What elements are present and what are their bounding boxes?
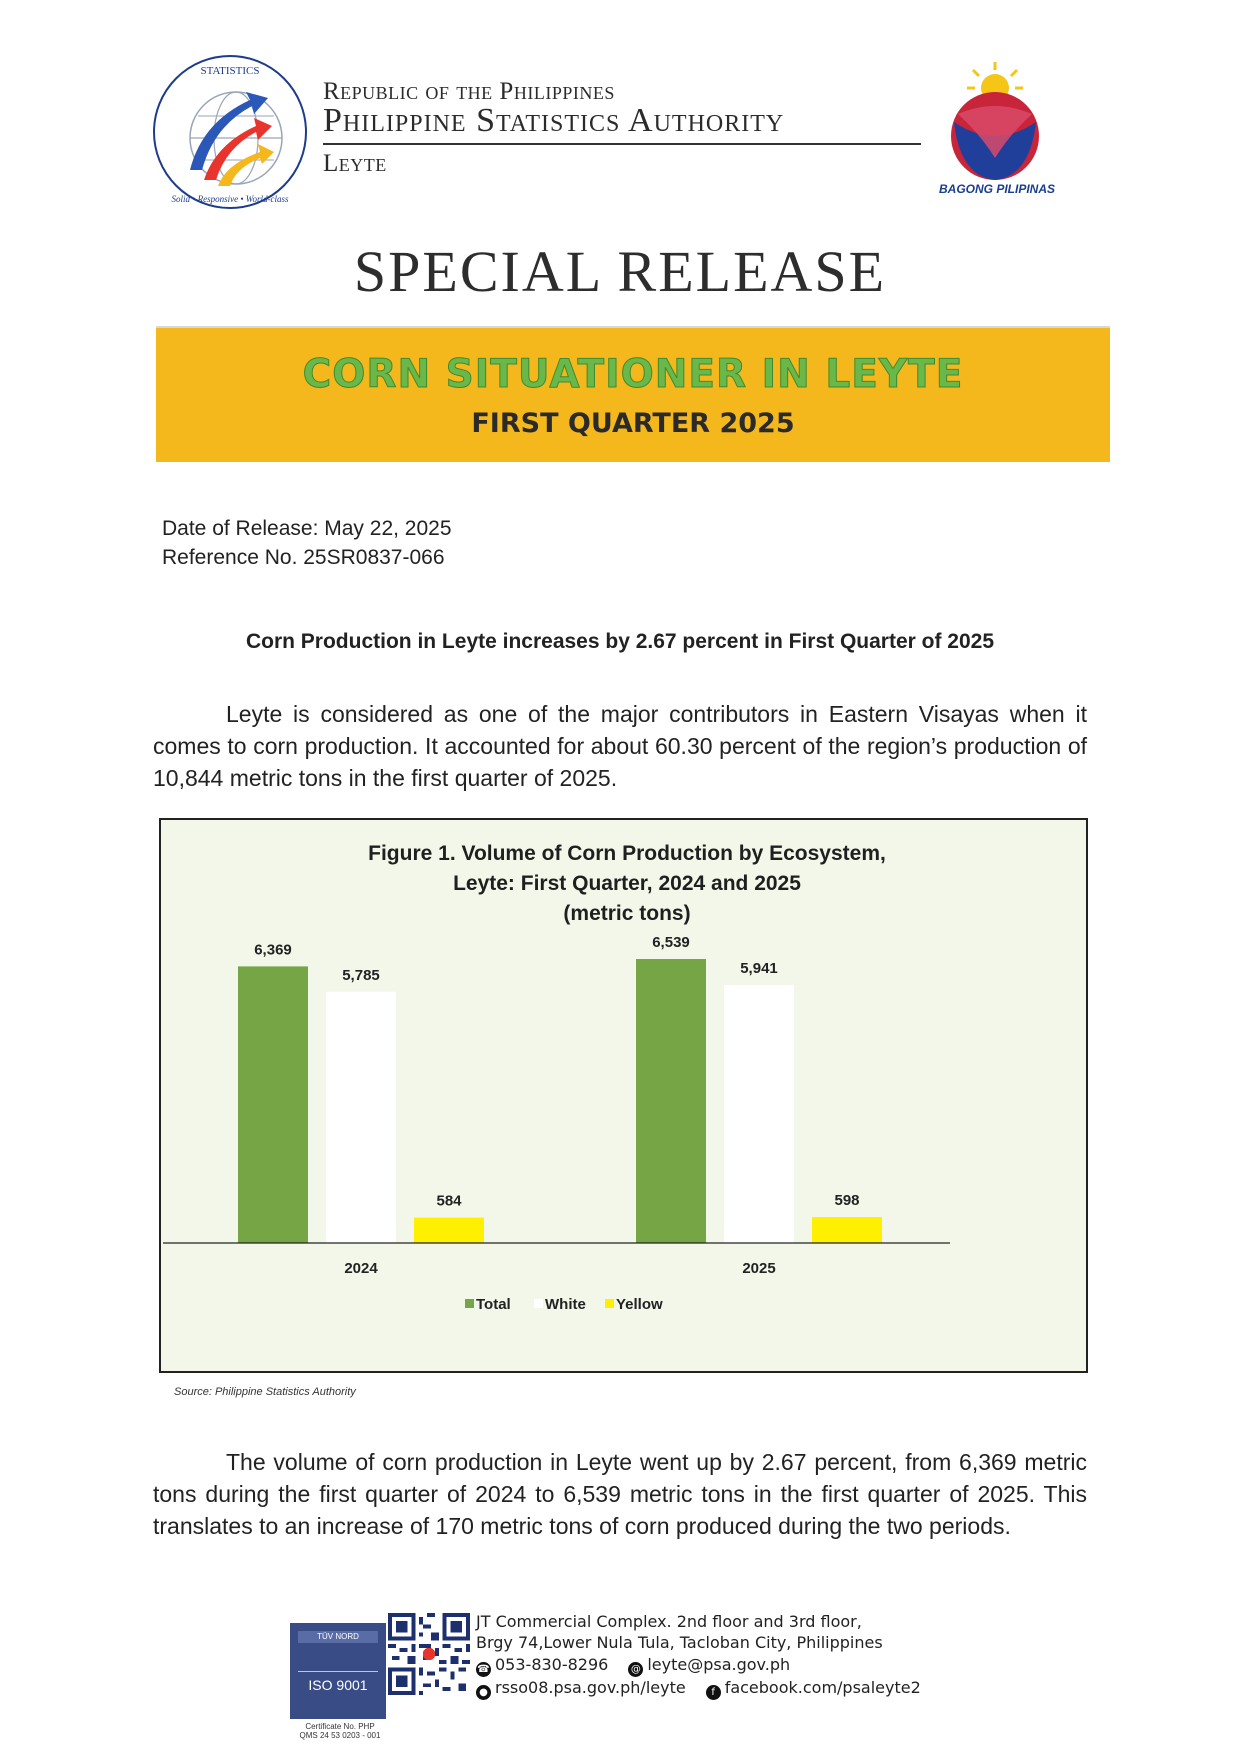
certificate-line-2: QMS 24 53 0203 - 001 <box>299 1731 381 1740</box>
email-icon: @ <box>628 1662 643 1677</box>
data-label-total-2025: 6,539 <box>652 934 690 952</box>
data-label-yellow-2024: 584 <box>436 1192 462 1210</box>
footer-address-line-1: JT Commercial Complex. 2nd floor and 3rd floor, <box>476 1612 862 1631</box>
banner-subtitle: FIRST QUARTER 2025 <box>471 408 795 439</box>
agency-name: Philippine Statistics Authority <box>323 102 785 139</box>
data-label-white-2024: 5,785 <box>342 966 380 984</box>
figure-title-line-3: (metric tons) <box>563 902 691 925</box>
legend-label-total: Total <box>476 1296 511 1313</box>
bar-total-2025 <box>636 959 706 1243</box>
qr-code[interactable] <box>388 1613 470 1695</box>
data-label-white-2025: 5,941 <box>740 959 778 977</box>
svg-text:STATISTICS: STATISTICS <box>200 65 260 77</box>
badge-divider <box>298 1671 378 1672</box>
iso-label: ISO 9001 <box>308 1677 368 1693</box>
document-type-title: SPECIAL RELEASE <box>353 239 887 304</box>
legend-label-yellow: Yellow <box>616 1296 663 1313</box>
bagong-pilipinas-caption: BAGONG PILIPINAS <box>938 182 1055 196</box>
legend-label-white: White <box>545 1296 586 1313</box>
facebook-icon: f <box>706 1685 721 1700</box>
globe-icon: ● <box>476 1685 491 1700</box>
svg-text:Solid • Responsive • World-cla: Solid • Responsive • World-class <box>171 194 289 204</box>
phone-icon: ☎ <box>477 1664 490 1675</box>
figure-source: Source: Philippine Statistics Authority <box>174 1386 356 1398</box>
psa-seal-logo <box>150 52 310 212</box>
bar-white-2025 <box>724 985 794 1243</box>
body-paragraph-1: Leyte is considered as one of the major contributors in Eastern Visayas when it comes to corn production. It accounted for about 60.30 percent of the region’s production of 10,844 metric tons in the first quarter of 2025. <box>153 701 1087 791</box>
release-date: Date of Release: May 22, 2025 <box>162 517 452 540</box>
footer-contact-row <box>476 1655 790 1677</box>
headline: Corn Production in Leyte increases by 2.67 percent in First Quarter of 2025 <box>245 630 995 653</box>
data-label-yellow-2025: 598 <box>834 1192 860 1210</box>
figure-1-chart <box>159 818 1088 1373</box>
footer-facebook[interactable]: facebook.com/psaleyte2 <box>724 1678 921 1697</box>
body-paragraph-2: The volume of corn production in Leyte went up by 2.67 percent, from 6,369 metric tons during the first quarter of 2024 to 6,539 metric tons in the first quarter of 2025. This translates to an increase of 170 metric tons of corn produced during the two periods. <box>153 1449 1087 1539</box>
bar-white-2024 <box>326 992 396 1243</box>
figure-title-line-1: Figure 1. Volume of Corn Production by Ecosystem, <box>368 842 886 865</box>
title-banner <box>156 328 1110 462</box>
bar-chart <box>161 820 1086 1371</box>
banner-title: CORN SITUATIONER IN LEYTE <box>302 352 964 397</box>
republic-heading: Republic of the Philippines <box>323 78 615 105</box>
data-label-total-2024: 6,369 <box>254 941 292 959</box>
x-tick-label-2025: 2025 <box>742 1260 776 1277</box>
header-divider <box>323 143 921 145</box>
iso-certification-badge <box>290 1623 386 1719</box>
office-name: Leyte <box>323 150 387 177</box>
legend-swatch-total <box>465 1299 474 1308</box>
x-tick-label-2024: 2024 <box>344 1260 378 1277</box>
tuv-nord-label: TÜV NORD <box>298 1631 378 1643</box>
legend-swatch-yellow <box>605 1299 614 1308</box>
footer-web-row <box>476 1678 921 1700</box>
figure-title-line-2: Leyte: First Quarter, 2024 and 2025 <box>453 872 801 895</box>
footer-phone[interactable]: 053-830-8296 <box>495 1655 609 1674</box>
bar-yellow-2025 <box>812 1217 882 1243</box>
bar-total-2024 <box>238 966 308 1243</box>
footer-website[interactable]: rsso08.psa.gov.ph/leyte <box>495 1678 686 1697</box>
certificate-line-1: Certificate No. PHP <box>305 1722 375 1731</box>
footer-email[interactable]: leyte@psa.gov.ph <box>647 1655 791 1674</box>
reference-number: Reference No. 25SR0837-066 <box>162 546 445 569</box>
footer-address-line-2: Brgy 74,Lower Nula Tula, Tacloban City, Philippines <box>476 1633 883 1652</box>
certificate-number <box>286 1722 394 1740</box>
legend-swatch-white <box>534 1299 543 1308</box>
bar-yellow-2024 <box>414 1218 484 1243</box>
bagong-pilipinas-logo <box>940 58 1050 188</box>
